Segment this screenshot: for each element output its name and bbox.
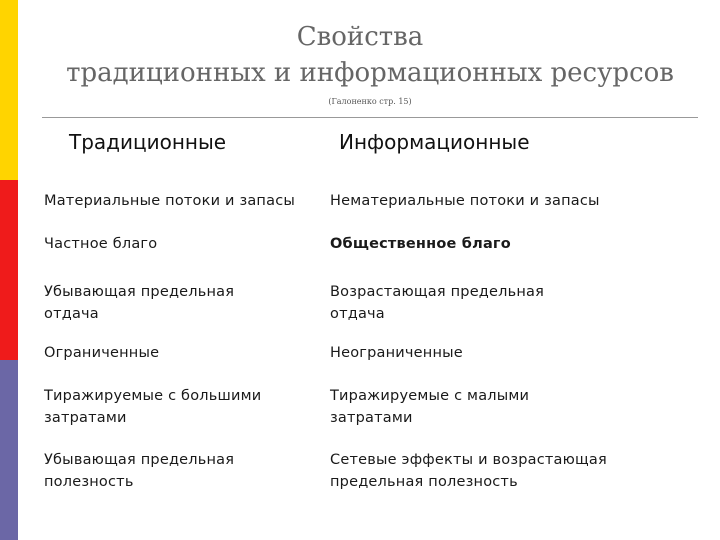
- title-divider: [42, 117, 698, 118]
- column-header-traditional: Традиционные: [69, 130, 227, 154]
- slide-title-line-1: Свойства: [296, 22, 424, 52]
- information-property-5: Тиражируемые с малыми затратами: [330, 388, 530, 426]
- information-property-3: Возрастающая предельная отдача: [330, 284, 545, 322]
- traditional-property-6: Убывающая предельная полезность: [44, 452, 235, 490]
- traditional-property-5: Тиражируемые с большими затратами: [44, 388, 262, 426]
- information-property-1: Нематериальные потоки и запасы: [330, 193, 600, 209]
- slide-title-line-2: традиционных и информационных ресурсов: [66, 58, 674, 88]
- traditional-property-3: Убывающая предельная отдача: [44, 284, 235, 322]
- slide-subtitle-source: (Галоненко стр. 15): [328, 97, 412, 106]
- traditional-property-1: Материальные потоки и запасы: [44, 193, 296, 209]
- accent-bar-red: [0, 180, 18, 360]
- traditional-property-4: Ограниченные: [44, 345, 160, 361]
- information-property-6: Сетевые эффекты и возрастающая предельная полезность: [330, 452, 607, 490]
- column-header-information: Информационные: [339, 130, 530, 154]
- information-property-4: Неограниченные: [330, 345, 463, 361]
- accent-bar-yellow: [0, 0, 18, 180]
- information-property-2: Общественное благо: [330, 236, 511, 252]
- accent-bar-blue: [0, 360, 18, 540]
- traditional-property-2: Частное благо: [44, 236, 158, 252]
